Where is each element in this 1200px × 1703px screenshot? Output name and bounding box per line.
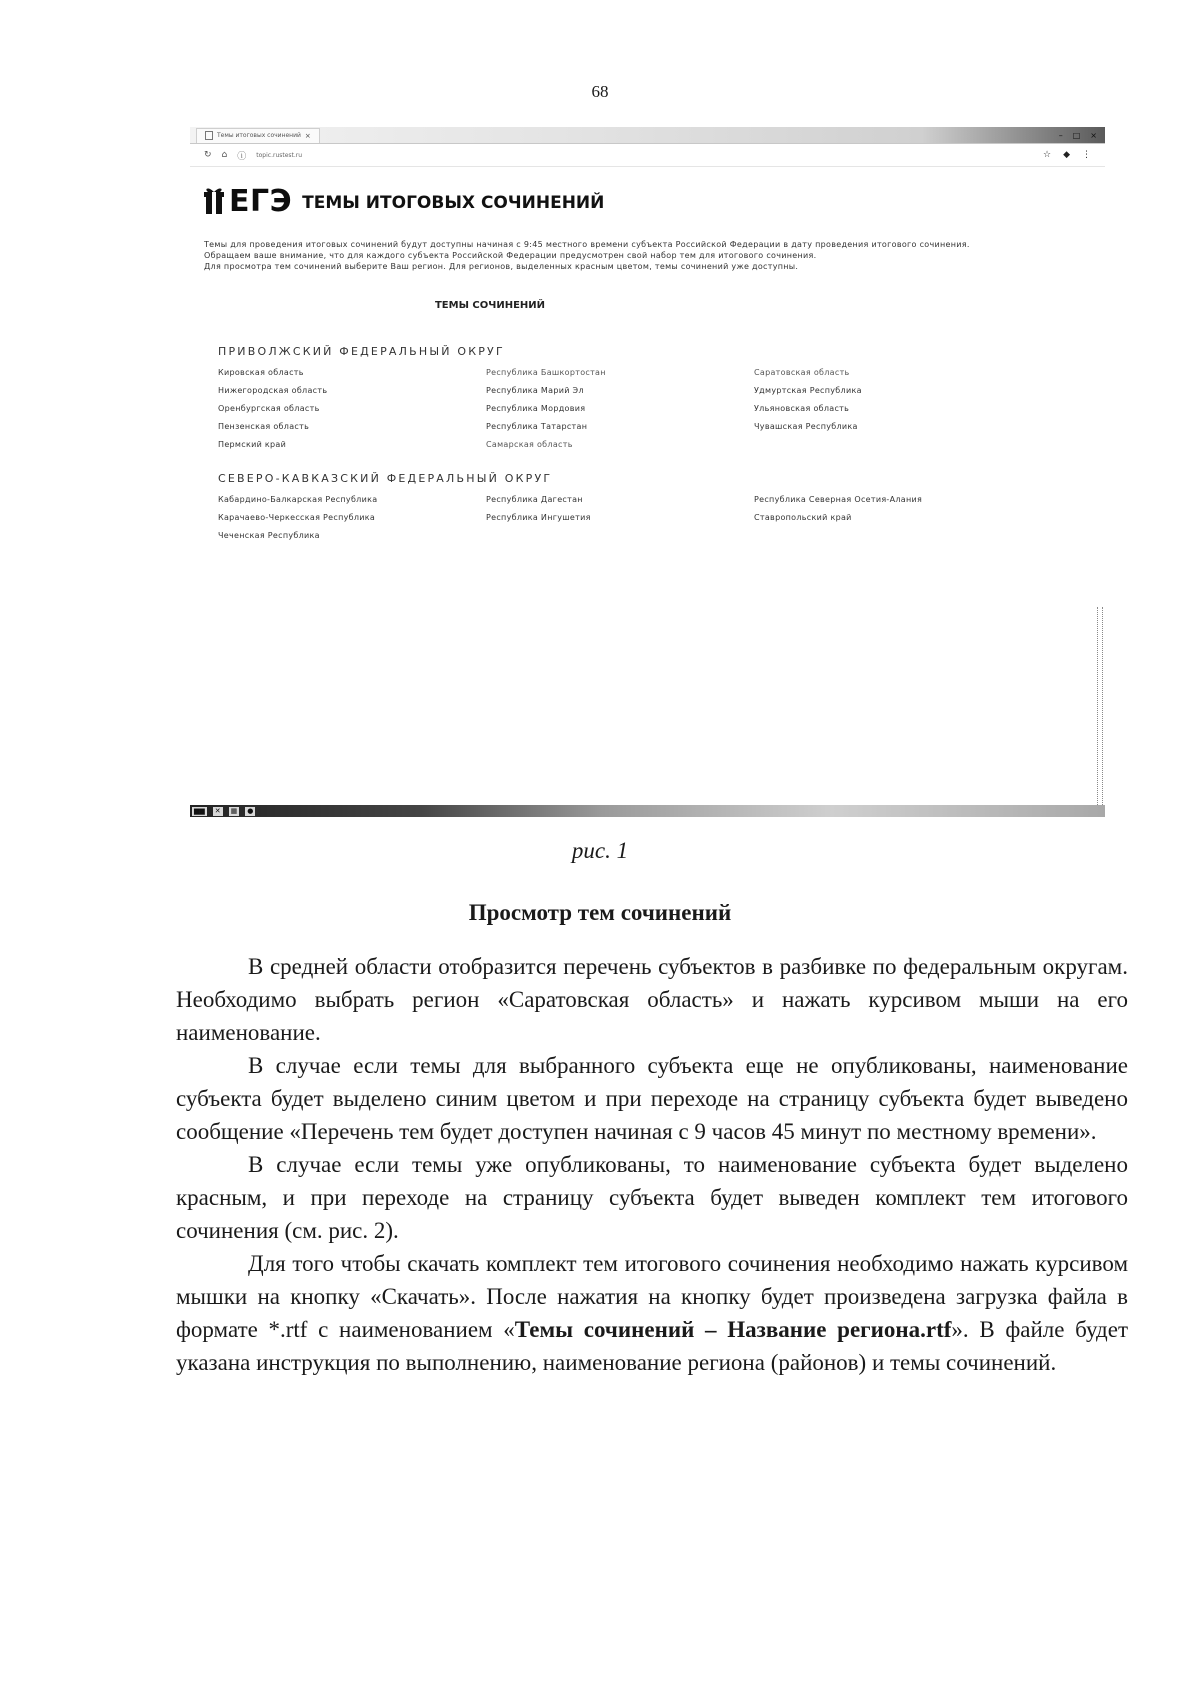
ege-logo[interactable] bbox=[202, 184, 292, 219]
site-content bbox=[190, 167, 1105, 541]
region-columns bbox=[218, 368, 1105, 450]
logo-icon bbox=[202, 186, 226, 216]
region-column bbox=[218, 495, 486, 541]
region-link[interactable]: Самарская область bbox=[486, 440, 573, 449]
site-header bbox=[202, 177, 1105, 225]
district-volga bbox=[218, 345, 1105, 450]
taskbar bbox=[190, 805, 1105, 817]
body-text bbox=[176, 950, 1128, 1379]
home-icon[interactable]: ⌂ bbox=[221, 150, 228, 160]
page-number: 68 bbox=[591, 82, 609, 101]
menu-icon[interactable]: ⋮ bbox=[1082, 150, 1091, 160]
maximize-icon[interactable]: □ bbox=[1072, 130, 1081, 140]
close-window-icon[interactable]: × bbox=[1090, 130, 1097, 140]
paragraph: В случае если темы уже опубликованы, то наименование субъекта будет выделено красным, и при переходе на страницу субъекта будет выведен комплект тем итогового сочинения (см. рис. 2). bbox=[176, 1152, 1128, 1243]
district-name: СЕВЕРО-КАВКАЗСКИЙ ФЕДЕРАЛЬНЫЙ ОКРУГ bbox=[218, 472, 553, 485]
chrome-icon[interactable]: ● bbox=[247, 806, 254, 815]
region-link[interactable]: Республика Дагестан bbox=[486, 495, 583, 504]
region-link[interactable]: Кировская область bbox=[218, 368, 304, 377]
region-column bbox=[754, 495, 1022, 541]
browser-tab-bar bbox=[190, 127, 1105, 144]
figure-caption: рис. 1 bbox=[571, 838, 629, 863]
scrollbar[interactable] bbox=[1097, 607, 1103, 817]
info-icon[interactable]: ⓘ bbox=[237, 151, 247, 162]
taskbar-app-icon[interactable]: ✕ bbox=[214, 806, 221, 815]
site-title: ТЕМЫ ИТОГОВЫХ СОЧИНЕНИЙ bbox=[302, 193, 605, 213]
district-north-caucasus bbox=[218, 472, 1105, 541]
window-controls bbox=[1059, 131, 1105, 140]
region-link[interactable]: Республика Марий Эл bbox=[486, 386, 584, 395]
themes-heading: ТЕМЫ СОЧИНЕНИЙ bbox=[434, 300, 546, 311]
paragraph-text: ». В файле будет указана инструкция по выполнению, наименование региона (районов) и темы сочинений. bbox=[176, 1317, 1128, 1375]
extension-icon[interactable]: ◆ bbox=[1063, 150, 1070, 160]
district-name: ПРИВОЛЖСКИЙ ФЕДЕРАЛЬНЫЙ ОКРУГ bbox=[218, 345, 505, 358]
tab-title: Темы итоговых сочинений bbox=[217, 132, 301, 139]
paragraph: В случае если темы для выбранного субъекта еще не опубликованы, наименование субъекта будет выделено синим цветом и при переходе на страницу субъекта будет выведено сообщение «Перечень тем будет доступен начиная с 9 часов 45 минут по местному времени». bbox=[176, 1053, 1128, 1144]
region-columns bbox=[218, 495, 1105, 541]
region-column bbox=[218, 368, 486, 450]
region-link[interactable]: Чеченская Республика bbox=[218, 531, 320, 540]
region-column bbox=[486, 495, 754, 541]
region-link[interactable]: Карачаево-Черкесская Республика bbox=[218, 513, 376, 522]
star-icon[interactable]: ☆ bbox=[1043, 150, 1052, 160]
url-field[interactable]: topic.rustest.ru bbox=[256, 151, 303, 159]
intro-line-3: Для просмотра тем сочинений выберите Ваш регион. Для регионов, выделенных красным цветом, темы сочинений уже доступны. bbox=[204, 262, 799, 271]
toolbar-right bbox=[1043, 150, 1091, 160]
region-column bbox=[486, 368, 754, 450]
paragraph: В средней области отобразится перечень субъектов в разбивке по федеральным округам. Необходимо выбрать регион «Саратовская область» и нажать курсивом мыши на его наименование. bbox=[176, 954, 1128, 1045]
region-link[interactable]: Удмуртская Республика bbox=[754, 386, 862, 395]
file-name: Темы сочинений – Название региона.rtf bbox=[514, 1317, 952, 1342]
region-link-saratov[interactable]: Саратовская область bbox=[754, 368, 850, 377]
paragraph bbox=[176, 1247, 1128, 1379]
page-icon bbox=[205, 131, 213, 140]
browser-tab[interactable] bbox=[196, 128, 320, 143]
region-link[interactable]: Республика Северная Осетия-Алания bbox=[754, 495, 923, 504]
logo-text: ЕГЭ bbox=[229, 183, 293, 219]
region-link[interactable]: Кабардино-Балкарская Республика bbox=[218, 495, 378, 504]
taskbar-app-icon[interactable]: ▦ bbox=[230, 806, 238, 815]
intro-line-1: Темы для проведения итоговых сочинений будут доступны начиная с 9:45 местного времени субъекта Российской Федерации в дату проведения итогового сочинения. bbox=[204, 240, 970, 249]
reload-icon[interactable]: ↻ bbox=[204, 150, 212, 160]
region-link[interactable]: Нижегородская область bbox=[218, 386, 328, 395]
region-link[interactable]: Пензенская область bbox=[218, 422, 310, 431]
region-column bbox=[754, 368, 1022, 450]
intro-text bbox=[204, 239, 994, 272]
region-link[interactable]: Ставропольский край bbox=[754, 513, 852, 522]
region-link[interactable]: Чувашская Республика bbox=[754, 422, 858, 431]
region-link[interactable]: Пермский край bbox=[218, 440, 287, 449]
region-link[interactable]: Республика Мордовия bbox=[486, 404, 586, 413]
address-bar bbox=[190, 144, 1105, 167]
region-link[interactable]: Оренбургская область bbox=[218, 404, 320, 413]
intro-line-2: Обращаем ваше внимание, что для каждого субъекта Российской Федерации предусмотрен свой набор тем для итогового сочинения. bbox=[204, 251, 817, 260]
region-link[interactable]: Ульяновская область bbox=[754, 404, 850, 413]
start-icon[interactable]: ▆▆ bbox=[194, 806, 205, 815]
region-link[interactable]: Республика Татарстан bbox=[486, 422, 588, 431]
region-link[interactable]: Республика Башкортостан bbox=[486, 368, 606, 377]
close-icon[interactable]: × bbox=[304, 131, 311, 140]
screenshot-figure bbox=[190, 127, 1105, 817]
minimize-icon[interactable]: – bbox=[1058, 130, 1063, 140]
region-link[interactable]: Республика Ингушетия bbox=[486, 513, 591, 522]
paragraph-text: Для того чтобы скачать комплект тем итогового сочинения необходимо нажать курсивом мышки на кнопку «Скачать». После нажатия на кнопку будет произведена загрузка файла в формате *.rtf с наименованием « bbox=[176, 1251, 1128, 1342]
section-title: Просмотр тем сочинений bbox=[468, 900, 732, 925]
